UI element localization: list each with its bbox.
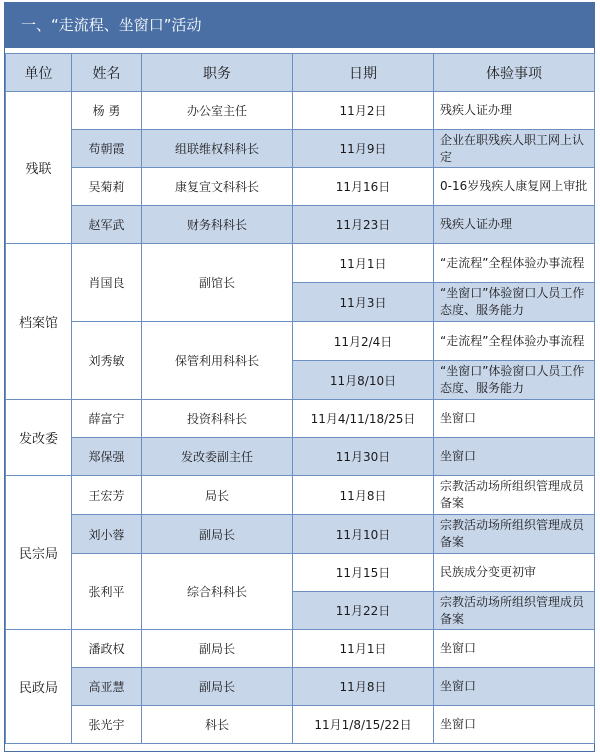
table-row [6,706,595,744]
date-cell: 11月8/10日 [293,361,434,400]
date-cell: 11月8日 [293,476,434,515]
position-cell: 保管利用科科长 [142,322,293,400]
name-cell: 张利平 [72,554,142,630]
date-cell: 11月30日 [293,438,434,476]
position-cell: 组联维权科科长 [142,130,293,168]
unit-cell: 民宗局 [6,476,72,630]
position-cell: 财务科科长 [142,206,293,244]
item-cell: 企业在职残疾人职工网上认定 [434,130,595,168]
date-cell: 11月16日 [293,168,434,206]
date-cell: 11月2/4日 [293,322,434,361]
item-cell: 坐窗口 [434,706,595,744]
table-row [6,322,595,361]
table-row [6,244,595,283]
table-row [6,168,595,206]
header-unit: 单位 [6,54,72,92]
position-cell: 副局长 [142,630,293,668]
name-cell: 王宏芳 [72,476,142,515]
date-cell: 11月9日 [293,130,434,168]
date-cell: 11月15日 [293,554,434,592]
position-cell: 副局长 [142,668,293,706]
activity-table [5,53,595,744]
table-row [6,206,595,244]
item-cell: “坐窗口”体验窗口人员工作态度、服务能力 [434,361,595,400]
date-cell: 11月22日 [293,592,434,630]
table-row [6,438,595,476]
date-cell: 11月3日 [293,283,434,322]
item-cell: “走流程”全程体验办事流程 [434,322,595,361]
table-row [6,92,595,130]
item-cell: 残疾人证办理 [434,92,595,130]
table-row [6,476,595,515]
table-row [6,400,595,438]
table-row [6,515,595,554]
header-name: 姓名 [72,54,142,92]
item-cell: 宗教活动场所组织管理成员备案 [434,592,595,630]
name-cell: 苟朝霞 [72,130,142,168]
position-cell: 副馆长 [142,244,293,322]
position-cell: 发改委副主任 [142,438,293,476]
item-cell: 坐窗口 [434,400,595,438]
position-cell: 科长 [142,706,293,744]
position-cell: 投资科科长 [142,400,293,438]
header-date: 日期 [293,54,434,92]
date-cell: 11月1日 [293,244,434,283]
item-cell: 坐窗口 [434,668,595,706]
table-row [6,668,595,706]
name-cell: 杨 勇 [72,92,142,130]
position-cell: 综合科科长 [142,554,293,630]
date-cell: 11月8日 [293,668,434,706]
unit-cell: 残联 [6,92,72,244]
item-cell: “坐窗口”体验窗口人员工作态度、服务能力 [434,283,595,322]
table-row [6,554,595,592]
name-cell: 郑保强 [72,438,142,476]
table-header-row [6,54,595,92]
name-cell: 张光宇 [72,706,142,744]
item-cell: 0-16岁残疾人康复网上审批 [434,168,595,206]
date-cell: 11月4/11/18/25日 [293,400,434,438]
unit-cell: 档案馆 [6,244,72,400]
position-cell: 副局长 [142,515,293,554]
section-title: 一、“走流程、坐窗口”活动 [5,3,594,48]
table-row [6,130,595,168]
item-cell: 宗教活动场所组织管理成员备案 [434,515,595,554]
name-cell: 薛富宁 [72,400,142,438]
position-cell: 康复宣文科科长 [142,168,293,206]
name-cell: 肖国良 [72,244,142,322]
header-position: 职务 [142,54,293,92]
name-cell: 赵军武 [72,206,142,244]
position-cell: 局长 [142,476,293,515]
date-cell: 11月10日 [293,515,434,554]
item-cell: “走流程”全程体验办事流程 [434,244,595,283]
position-cell: 办公室主任 [142,92,293,130]
name-cell: 吴菊莉 [72,168,142,206]
name-cell: 潘政权 [72,630,142,668]
date-cell: 11月2日 [293,92,434,130]
name-cell: 高亚慧 [72,668,142,706]
date-cell: 11月23日 [293,206,434,244]
document-frame [4,2,595,752]
item-cell: 坐窗口 [434,630,595,668]
item-cell: 残疾人证办理 [434,206,595,244]
item-cell: 民族成分变更初审 [434,554,595,592]
header-item: 体验事项 [434,54,595,92]
table-row [6,630,595,668]
item-cell: 宗教活动场所组织管理成员备案 [434,476,595,515]
unit-cell: 民政局 [6,630,72,744]
unit-cell: 发改委 [6,400,72,476]
date-cell: 11月1/8/15/22日 [293,706,434,744]
name-cell: 刘小蓉 [72,515,142,554]
item-cell: 坐窗口 [434,438,595,476]
name-cell: 刘秀敏 [72,322,142,400]
date-cell: 11月1日 [293,630,434,668]
